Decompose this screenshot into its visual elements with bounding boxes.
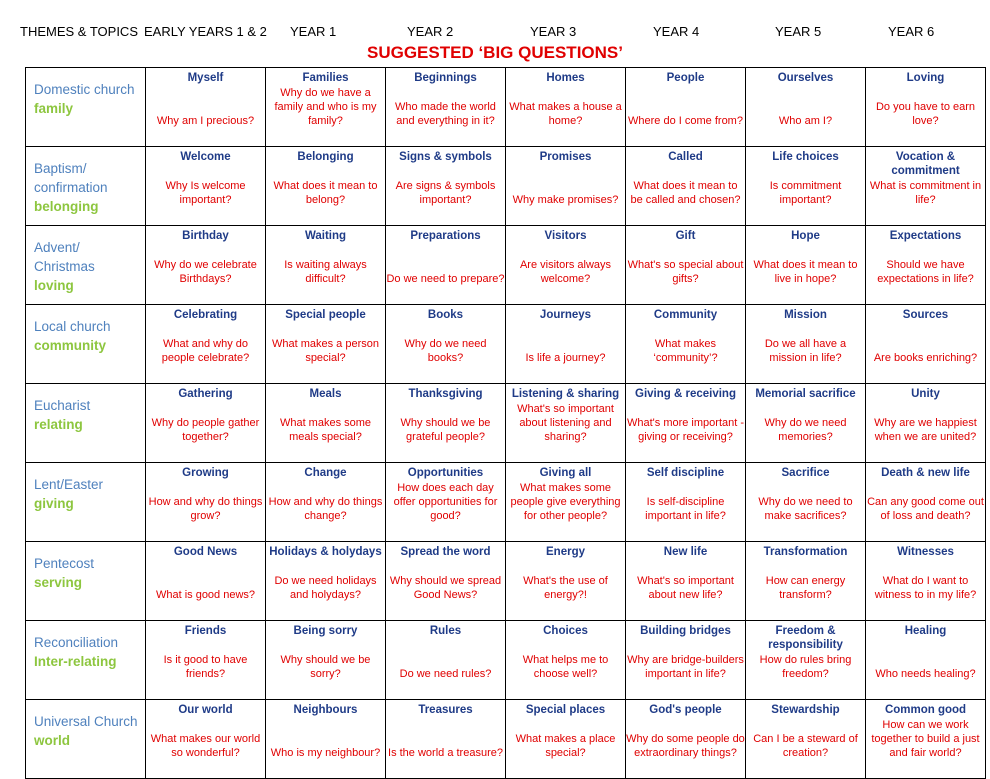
topic-title: Neighbours xyxy=(293,704,358,716)
topic-title: Giving & receiving xyxy=(635,388,736,400)
big-question: Are books enriching? xyxy=(873,352,978,364)
topic-cell xyxy=(146,305,266,384)
topic-title: Journeys xyxy=(539,309,592,321)
header-year-3: YEAR 3 xyxy=(530,24,577,39)
big-question: Is waiting always difficult? xyxy=(284,259,367,285)
big-question: Do we all have a mission in life? xyxy=(764,338,847,364)
topic-title: Beginnings xyxy=(414,72,477,84)
big-question: How and why do things change? xyxy=(268,496,383,522)
big-question: Why do we have a family and who is my family? xyxy=(274,87,377,127)
topic-title: Rules xyxy=(429,625,462,637)
big-questions-table xyxy=(25,67,986,779)
header-year-5: YEAR 5 xyxy=(775,24,822,39)
theme-subtitle: serving xyxy=(34,575,83,590)
topic-cell xyxy=(746,384,866,463)
topic-title: Expectations xyxy=(889,230,962,242)
topic-title: Good News xyxy=(173,546,238,558)
big-question: How does each day offer opportunities for good? xyxy=(393,482,498,522)
header-year-2: YEAR 2 xyxy=(407,24,454,39)
big-question: Why do some people do extraordinary things? xyxy=(626,733,745,759)
topic-cell xyxy=(746,147,866,226)
topic-cell xyxy=(386,621,506,700)
big-question: Where do I come from? xyxy=(628,115,743,127)
theme-cell xyxy=(26,700,146,779)
topic-cell xyxy=(746,700,866,779)
topic-title: Meals xyxy=(309,388,342,400)
topic-cell xyxy=(746,621,866,700)
topic-title: Called xyxy=(668,151,703,163)
big-question: What and why do people celebrate? xyxy=(161,338,250,364)
theme-title: Domestic church xyxy=(34,82,135,97)
topic-title: Special people xyxy=(285,309,366,321)
topic-title: Community xyxy=(653,309,718,321)
topic-cell xyxy=(626,226,746,305)
topic-title: Waiting xyxy=(304,230,347,242)
topic-cell xyxy=(626,621,746,700)
big-question: How can we work together to build a just and fair world? xyxy=(871,719,980,759)
topic-title: Witnesses xyxy=(897,546,954,558)
topic-cell xyxy=(506,542,626,621)
topic-cell xyxy=(146,463,266,542)
topic-cell xyxy=(386,384,506,463)
topic-cell xyxy=(266,463,386,542)
table-row xyxy=(26,147,986,226)
big-question: Are visitors always welcome? xyxy=(519,259,612,285)
topic-title: Our world xyxy=(178,704,233,716)
topic-cell xyxy=(266,68,386,147)
theme-title: Eucharist xyxy=(34,398,91,413)
topic-title: Mission xyxy=(784,309,827,321)
big-question: Why do we need memories? xyxy=(764,417,847,443)
topic-title: Change xyxy=(304,467,347,479)
big-question: Who needs healing? xyxy=(875,668,976,680)
topic-title: Giving all xyxy=(539,467,592,479)
big-question: What's so important about listening and sharing? xyxy=(517,403,614,443)
big-question: Why are we happiest when we are united? xyxy=(874,417,977,443)
topic-title: Memorial sacrifice xyxy=(755,388,856,400)
topic-title: Death & new life xyxy=(881,467,970,479)
big-question: Why should we be sorry? xyxy=(280,654,371,680)
topic-cell xyxy=(386,147,506,226)
big-question: How and why do things grow? xyxy=(148,496,263,522)
topic-cell xyxy=(386,463,506,542)
big-question: What does it mean to be called and chosen? xyxy=(630,180,741,206)
topic-title: Transformation xyxy=(763,546,848,558)
theme-cell xyxy=(26,68,146,147)
big-question: Do we need to prepare? xyxy=(386,273,505,285)
topic-cell xyxy=(146,700,266,779)
topic-cell xyxy=(626,305,746,384)
theme-cell xyxy=(26,542,146,621)
topic-cell xyxy=(746,305,866,384)
topic-cell xyxy=(626,463,746,542)
topic-cell xyxy=(866,700,986,779)
table-row xyxy=(26,542,986,621)
big-question: What makes a house a home? xyxy=(509,101,622,127)
topic-cell xyxy=(746,542,866,621)
topic-cell xyxy=(746,68,866,147)
topic-title: Life choices xyxy=(772,151,839,163)
big-question: How can energy transform? xyxy=(765,575,846,601)
big-question: Why should we spread Good News? xyxy=(389,575,502,601)
topic-cell xyxy=(266,621,386,700)
table-row xyxy=(26,68,986,147)
topic-cell xyxy=(506,68,626,147)
topic-title: Friends xyxy=(184,625,227,637)
topic-title: Holidays & holydays xyxy=(269,546,382,558)
topic-title: Signs & symbols xyxy=(399,151,492,163)
topic-cell xyxy=(626,147,746,226)
topic-cell xyxy=(386,226,506,305)
theme-title: Baptism/ xyxy=(34,161,87,176)
theme-subtitle: Inter-relating xyxy=(34,654,117,669)
topic-title: Hope xyxy=(791,230,820,242)
topic-title: Stewardship xyxy=(771,704,840,716)
theme-subtitle: family xyxy=(34,101,74,116)
big-question: Should we have expectations in life? xyxy=(877,259,974,285)
topic-cell xyxy=(146,226,266,305)
theme-cell xyxy=(26,621,146,700)
big-question: Why should we be grateful people? xyxy=(400,417,491,443)
theme-cell xyxy=(26,305,146,384)
topic-cell xyxy=(386,700,506,779)
theme-cell xyxy=(26,147,146,226)
topic-title: Special places xyxy=(525,704,606,716)
topic-cell xyxy=(626,68,746,147)
big-question: Who made the world and everything in it? xyxy=(395,101,496,127)
theme-subtitle: loving xyxy=(34,278,74,293)
big-question: Do we need holidays and holydays? xyxy=(274,575,377,601)
topic-cell xyxy=(386,68,506,147)
topic-title: Sources xyxy=(902,309,949,321)
big-question: What does it mean to live in hope? xyxy=(753,259,858,285)
big-question: What's more important - giving or receiving? xyxy=(626,417,745,443)
theme-subtitle: belonging xyxy=(34,199,99,214)
theme-subtitle: community xyxy=(34,338,107,353)
topic-cell xyxy=(866,68,986,147)
topic-cell xyxy=(506,305,626,384)
topic-title: Welcome xyxy=(180,151,231,163)
topic-title: God's people xyxy=(649,704,722,716)
theme-title: Advent/ xyxy=(34,240,80,255)
theme-subtitle: relating xyxy=(34,417,83,432)
topic-cell xyxy=(866,226,986,305)
topic-title: Loving xyxy=(906,72,945,84)
header-early-years: EARLY YEARS 1 & 2 xyxy=(144,24,267,39)
big-question: What do I want to witness to in my life? xyxy=(874,575,977,601)
topic-cell xyxy=(146,147,266,226)
topic-title: Birthday xyxy=(182,230,229,242)
topic-title: Homes xyxy=(546,72,585,84)
topic-cell xyxy=(146,542,266,621)
big-question: What makes a place special? xyxy=(515,733,616,759)
big-question: Do we need rules? xyxy=(399,668,492,680)
theme-subtitle: giving xyxy=(34,496,74,511)
topic-title: Treasures xyxy=(418,704,473,716)
header-year-4: YEAR 4 xyxy=(653,24,700,39)
table-row xyxy=(26,305,986,384)
topic-cell xyxy=(506,226,626,305)
topic-title: People xyxy=(666,72,705,84)
topic-cell xyxy=(866,621,986,700)
big-question: Why make promises? xyxy=(512,194,619,206)
big-question: Why do people gather together? xyxy=(151,417,260,443)
big-question: What makes our world so wonderful? xyxy=(150,733,261,759)
topic-cell xyxy=(266,226,386,305)
big-question: What makes ‘community’? xyxy=(653,338,718,364)
header-themes-topics: THEMES & TOPICS xyxy=(20,24,138,39)
topic-title: Books xyxy=(427,309,464,321)
table-row xyxy=(26,463,986,542)
big-question: Is self-discipline important in life? xyxy=(645,496,726,522)
header-year-1: YEAR 1 xyxy=(290,24,337,39)
big-question: Why do we celebrate Birthdays? xyxy=(154,259,257,285)
big-question: How do rules bring freedom? xyxy=(759,654,852,680)
topic-cell xyxy=(746,463,866,542)
topic-cell xyxy=(866,542,986,621)
theme-title: Universal Church xyxy=(34,714,138,729)
theme-subtitle: world xyxy=(34,733,70,748)
topic-cell xyxy=(506,700,626,779)
big-question: Why do we need to make sacrifices? xyxy=(758,496,853,522)
theme-title: Local church xyxy=(34,319,111,334)
topic-title: New life xyxy=(663,546,708,558)
topic-cell xyxy=(386,305,506,384)
big-question: What makes a person special? xyxy=(272,338,379,364)
big-question: Who is my neighbour? xyxy=(270,747,381,759)
topic-cell xyxy=(506,463,626,542)
topic-cell xyxy=(866,463,986,542)
topic-title: Growing xyxy=(182,467,229,479)
big-question: Can any good come out of loss and death? xyxy=(867,496,984,522)
big-question: Is the world a treasure? xyxy=(388,747,503,759)
topic-title: Unity xyxy=(911,388,940,400)
topic-title: Belonging xyxy=(297,151,354,163)
topic-title: Self discipline xyxy=(646,467,725,479)
topic-cell xyxy=(266,542,386,621)
topic-title: Preparations xyxy=(410,230,481,242)
topic-cell xyxy=(146,621,266,700)
topic-cell xyxy=(146,384,266,463)
big-question: Why are bridge-builders important in life? xyxy=(627,654,744,680)
theme-title: Pentecost xyxy=(34,556,95,571)
table-row xyxy=(26,700,986,779)
topic-cell xyxy=(866,384,986,463)
topic-title: Gathering xyxy=(178,388,233,400)
big-question: What is commitment in life? xyxy=(869,180,982,206)
topic-title: Families xyxy=(302,72,349,84)
topic-cell xyxy=(266,305,386,384)
topic-cell xyxy=(626,384,746,463)
theme-title: Reconciliation xyxy=(34,635,119,650)
topic-title: Myself xyxy=(187,72,224,84)
topic-cell xyxy=(146,68,266,147)
topic-title: Celebrating xyxy=(173,309,238,321)
big-question: Why Is welcome important? xyxy=(165,180,246,206)
topic-title: Freedom & responsibility xyxy=(768,625,843,651)
big-question: What makes some meals special? xyxy=(279,417,372,443)
big-question: What makes some people give everything for other people? xyxy=(510,482,621,522)
topic-title: Spread the word xyxy=(400,546,491,558)
topic-cell xyxy=(506,621,626,700)
topic-cell xyxy=(746,226,866,305)
theme-title: Lent/Easter xyxy=(34,477,104,492)
topic-cell xyxy=(506,384,626,463)
topic-title: Being sorry xyxy=(293,625,358,637)
topic-cell xyxy=(266,147,386,226)
big-question: Why do we need books? xyxy=(404,338,487,364)
topic-title: Ourselves xyxy=(777,72,834,84)
table-row xyxy=(26,384,986,463)
topic-title: Energy xyxy=(546,546,585,558)
topic-cell xyxy=(626,542,746,621)
theme-cell xyxy=(26,463,146,542)
big-question: Who am I? xyxy=(778,115,833,127)
topic-title: Gift xyxy=(675,230,696,242)
big-question: What's so special about gifts? xyxy=(627,259,744,285)
table-row xyxy=(26,226,986,305)
topic-title: Choices xyxy=(543,625,588,637)
topic-title: Common good xyxy=(884,704,967,716)
theme-title: Christmas xyxy=(34,259,95,274)
big-question: Is it good to have friends? xyxy=(163,654,248,680)
topic-cell xyxy=(266,384,386,463)
topic-title: Sacrifice xyxy=(781,467,830,479)
topic-cell xyxy=(266,700,386,779)
big-question: What's the use of energy?! xyxy=(523,575,608,601)
topic-title: Vocation & commitment xyxy=(891,151,960,177)
topic-title: Building bridges xyxy=(640,625,731,637)
topic-cell xyxy=(866,147,986,226)
header-year-6: YEAR 6 xyxy=(888,24,935,39)
big-question: What helps me to choose well? xyxy=(522,654,609,680)
big-question: Is life a journey? xyxy=(525,352,606,364)
topic-title: Visitors xyxy=(544,230,587,242)
topic-title: Listening & sharing xyxy=(511,388,620,400)
topic-title: Thanksgiving xyxy=(408,388,483,400)
topic-cell xyxy=(866,305,986,384)
big-question: Is commitment important? xyxy=(769,180,842,206)
big-question: Why am I precious? xyxy=(156,115,255,127)
topic-title: Opportunities xyxy=(407,467,484,479)
big-question: What's so important about new life? xyxy=(637,575,734,601)
big-question: Can I be a steward of creation? xyxy=(753,733,858,759)
topic-title: Promises xyxy=(539,151,592,163)
big-question: Do you have to earn love? xyxy=(875,101,976,127)
topic-title: Healing xyxy=(904,625,947,637)
big-question: What does it mean to belong? xyxy=(273,180,378,206)
big-question: Are signs & symbols important? xyxy=(395,180,496,206)
topic-cell xyxy=(626,700,746,779)
theme-cell xyxy=(26,226,146,305)
topic-cell xyxy=(506,147,626,226)
big-question: What is good news? xyxy=(155,589,256,601)
page-title: SUGGESTED ‘BIG QUESTIONS’ xyxy=(367,43,623,62)
theme-title: confirmation xyxy=(34,180,108,195)
table-row xyxy=(26,621,986,700)
theme-cell xyxy=(26,384,146,463)
topic-cell xyxy=(386,542,506,621)
